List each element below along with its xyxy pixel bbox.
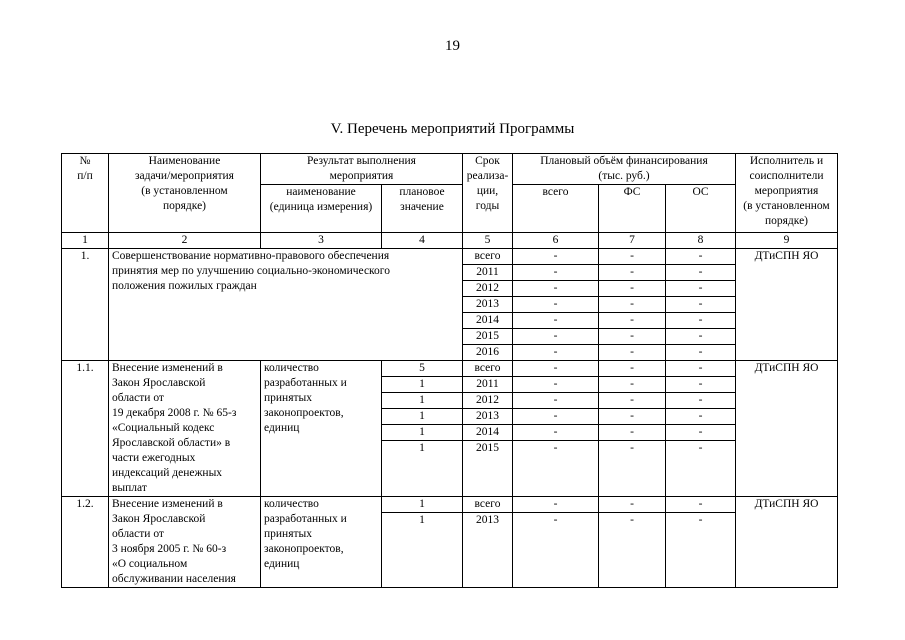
header-exec-line3: мероприятия [754, 185, 819, 197]
header-task [109, 154, 261, 233]
header-financing [513, 154, 736, 185]
year-cell: 2012 [463, 393, 513, 409]
fs-cell: - [599, 497, 666, 513]
task-line: обслуживании населения [112, 573, 236, 585]
total-cell: - [513, 313, 599, 329]
task-line: области от [112, 528, 164, 540]
os-cell: - [666, 297, 736, 313]
result-line: количество [264, 498, 319, 510]
plan-cell: 1 [382, 441, 463, 497]
total-cell: - [513, 345, 599, 361]
header-exec-line1: Исполнитель и [749, 155, 824, 167]
os-cell: - [666, 313, 736, 329]
total-cell: - [513, 441, 599, 497]
task-line: Внесение изменений в [112, 498, 223, 510]
header-executor [736, 154, 838, 233]
year-cell: 2015 [463, 441, 513, 497]
header-fin-fs: ФС [599, 185, 666, 233]
year-cell: 2012 [463, 281, 513, 297]
task-line: Закон Ярославской [112, 513, 206, 525]
column-number: 9 [736, 233, 838, 249]
header-task-line3: (в установленном [141, 185, 228, 197]
plan-cell: 1 [382, 513, 463, 588]
fs-cell: - [599, 441, 666, 497]
task-line: Внесение изменений в [112, 362, 223, 374]
os-cell: - [666, 409, 736, 425]
column-number: 7 [599, 233, 666, 249]
total-cell: - [513, 393, 599, 409]
os-cell: - [666, 265, 736, 281]
header-result [261, 154, 463, 185]
header-result-line1: Результат выполнения [307, 155, 416, 167]
os-cell: - [666, 361, 736, 377]
year-cell: 2014 [463, 425, 513, 441]
os-cell: - [666, 425, 736, 441]
fs-cell: - [599, 361, 666, 377]
table-row [62, 361, 838, 377]
executor: ДТиСПН ЯО [736, 249, 838, 361]
result-line: принятых [264, 528, 313, 540]
fs-cell: - [599, 281, 666, 297]
fs-cell: - [599, 313, 666, 329]
year-cell: 2013 [463, 513, 513, 588]
os-cell: - [666, 249, 736, 265]
os-cell: - [666, 329, 736, 345]
total-cell: - [513, 377, 599, 393]
year-cell: 2011 [463, 265, 513, 281]
header-result-line2: мероприятия [329, 170, 394, 182]
header-num-line2: п/п [77, 170, 93, 182]
task-line: положения пожилых граждан [112, 280, 257, 292]
plan-cell: 1 [382, 377, 463, 393]
plan-cell: 1 [382, 393, 463, 409]
header-task-line4: порядке) [162, 200, 207, 212]
header-num-line1: № [79, 155, 91, 167]
fs-cell: - [599, 409, 666, 425]
fs-cell: - [599, 329, 666, 345]
row-number: 1.1. [62, 361, 109, 497]
header-task-line1: Наименование [148, 155, 221, 167]
os-cell: - [666, 441, 736, 497]
header-result-plan-line1: плановое [399, 186, 445, 198]
header-exec-line2: соисполнители [749, 170, 824, 182]
fs-cell: - [599, 265, 666, 281]
year-cell: 2015 [463, 329, 513, 345]
total-cell: - [513, 409, 599, 425]
header-num [62, 154, 109, 233]
header-term-line2: реализа- [466, 170, 509, 182]
header-fin-line2: (тыс. руб.) [598, 170, 650, 182]
header-row [62, 154, 838, 185]
header-fin-total: всего [513, 185, 599, 233]
header-exec-line5: порядке) [764, 215, 809, 227]
os-cell: - [666, 281, 736, 297]
executor: ДТиСПН ЯО [736, 361, 838, 497]
plan-cell: 1 [382, 425, 463, 441]
header-term-line3: ции, [476, 185, 499, 197]
plan-cell: 5 [382, 361, 463, 377]
column-number: 8 [666, 233, 736, 249]
os-cell: - [666, 377, 736, 393]
column-number: 5 [463, 233, 513, 249]
os-cell: - [666, 513, 736, 588]
result-line: законопроектов, [264, 407, 344, 419]
task-line: принятия мер по улучшению социально-экономического [112, 265, 390, 277]
total-cell: - [513, 361, 599, 377]
task-line: 19 декабря 2008 г. № 65-з [112, 407, 237, 419]
header-term-line4: годы [475, 200, 500, 212]
header-fin-line1: Плановый объём финансирования [540, 155, 708, 167]
result-line: разработанных и [264, 377, 347, 389]
table-row [62, 249, 838, 265]
result-name [261, 361, 382, 497]
header-result-plan [382, 185, 463, 233]
result-line: единиц [264, 558, 300, 570]
section-title: V. Перечень мероприятий Программы [330, 121, 575, 137]
year-cell: всего [463, 497, 513, 513]
year-cell: всего [463, 361, 513, 377]
fs-cell: - [599, 297, 666, 313]
year-cell: 2011 [463, 377, 513, 393]
plan-cell: 1 [382, 409, 463, 425]
task-line: Закон Ярославской [112, 377, 206, 389]
measures-table [61, 153, 838, 588]
total-cell: - [513, 497, 599, 513]
os-cell: - [666, 393, 736, 409]
total-cell: - [513, 425, 599, 441]
task-name [109, 249, 463, 361]
fs-cell: - [599, 249, 666, 265]
year-cell: 2013 [463, 409, 513, 425]
result-line: принятых [264, 392, 313, 404]
year-cell: 2016 [463, 345, 513, 361]
task-line: области от [112, 392, 164, 404]
fs-cell: - [599, 345, 666, 361]
fs-cell: - [599, 377, 666, 393]
result-line: единиц [264, 422, 300, 434]
total-cell: - [513, 513, 599, 588]
fs-cell: - [599, 393, 666, 409]
result-line: разработанных и [264, 513, 347, 525]
os-cell: - [666, 345, 736, 361]
total-cell: - [513, 249, 599, 265]
executor: ДТиСПН ЯО [736, 497, 838, 588]
task-name [109, 361, 261, 497]
column-number: 3 [261, 233, 382, 249]
header-term [463, 154, 513, 233]
column-number: 1 [62, 233, 109, 249]
header-exec-line4: (в установленном [743, 200, 830, 212]
header-fin-os: ОС [666, 185, 736, 233]
result-line: количество [264, 362, 319, 374]
header-result-plan-line2: значение [400, 201, 444, 213]
row-number: 1. [62, 249, 109, 361]
task-line: Совершенствование нормативно-правового обеспечения [112, 250, 390, 262]
year-cell: всего [463, 249, 513, 265]
column-numbers-row [62, 233, 838, 249]
task-line: «Социальный кодекс [112, 422, 215, 434]
fs-cell: - [599, 425, 666, 441]
task-line: части ежегодных [112, 452, 196, 464]
task-line: индексаций денежных [112, 467, 223, 479]
task-name [109, 497, 261, 588]
task-line: 3 ноября 2005 г. № 60-з [112, 543, 227, 555]
header-result-name-line2: (единица измерения) [269, 201, 373, 213]
task-line: Ярославской области» в [112, 437, 231, 449]
header-term-line1: Срок [475, 155, 500, 167]
header-result-name-line1: наименование [286, 186, 356, 198]
fs-cell: - [599, 513, 666, 588]
total-cell: - [513, 265, 599, 281]
header-task-line2: задачи/мероприятия [135, 170, 234, 182]
year-cell: 2013 [463, 297, 513, 313]
table-row [62, 497, 838, 513]
task-line: «О социальном [112, 558, 188, 570]
result-name [261, 497, 382, 588]
page-number: 19 [445, 38, 460, 54]
total-cell: - [513, 297, 599, 313]
task-line: выплат [112, 482, 147, 494]
header-result-name [261, 185, 382, 233]
row-number: 1.2. [62, 497, 109, 588]
result-line: законопроектов, [264, 543, 344, 555]
column-number: 4 [382, 233, 463, 249]
total-cell: - [513, 329, 599, 345]
os-cell: - [666, 497, 736, 513]
plan-cell: 1 [382, 497, 463, 513]
column-number: 2 [109, 233, 261, 249]
year-cell: 2014 [463, 313, 513, 329]
total-cell: - [513, 281, 599, 297]
column-number: 6 [513, 233, 599, 249]
